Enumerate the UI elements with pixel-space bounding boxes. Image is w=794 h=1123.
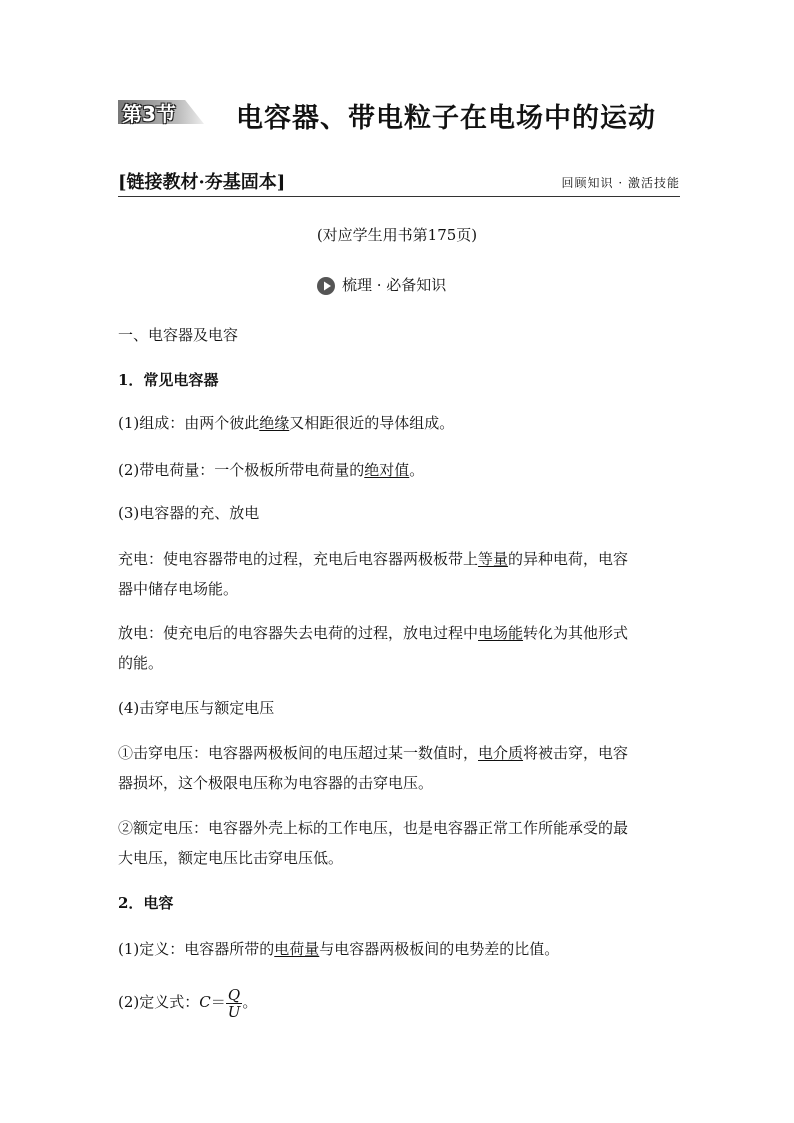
underlined-term: 绝对值 [364, 461, 410, 479]
section-header-left: [链接教材·夯基固本] [118, 172, 286, 193]
paragraph-discharging-line2: 的能。 [118, 654, 164, 672]
formula-fraction [226, 987, 243, 1020]
paragraph-charging [118, 549, 680, 569]
play-circle-icon [316, 276, 336, 296]
formula-variable-c: C [199, 993, 211, 1011]
formula-equals: ＝ [210, 993, 226, 1011]
text-run: (2)带电荷量：一个极板所带电荷量的 [118, 461, 365, 479]
text-run: 与电容器两极板间的电势差的比值。 [319, 940, 560, 958]
text-run: 转化为其他形式 [523, 624, 629, 642]
paragraph-charge-discharge: (3)电容器的充、放电 [118, 504, 260, 522]
paragraph-charging-line2: 器中储存电场能。 [118, 580, 239, 598]
underlined-term: 电场能 [478, 624, 524, 642]
heading-common-capacitor: 1．常见电容器 [118, 371, 219, 389]
underlined-term: 等量 [478, 550, 509, 568]
text-run: (1)定义：电容器所带的 [118, 940, 275, 958]
paragraph-breakdown [118, 743, 680, 763]
heading-capacitor: 一、电容器及电容 [118, 326, 239, 344]
section-badge-label: 第3节 [122, 102, 176, 126]
underlined-term: 绝缘 [259, 414, 290, 432]
text-run: (2)定义式： [118, 993, 200, 1011]
paragraph-rated-line2: 大电压，额定电压比击穿电压低。 [118, 849, 344, 867]
section-header-right: 回顾知识 · 激活技能 [561, 176, 680, 190]
text-run: (1)组成：由两个彼此 [118, 414, 260, 432]
fraction-denominator: U [227, 1002, 241, 1021]
text-run: 放电：使充电后的电容器失去电荷的过程，放电过程中 [118, 624, 479, 642]
text-run: 将被击穿，电容 [523, 744, 629, 762]
page-reference: (对应学生用书第175页) [316, 226, 478, 244]
page-title: 电容器、带电粒子在电场中的运动 [236, 103, 656, 134]
fraction-numerator: Q [226, 987, 243, 1004]
text-run: 。 [409, 461, 425, 479]
paragraph-composition [118, 413, 680, 433]
paragraph-charge [118, 460, 680, 480]
text-run: 又相距很近的导体组成。 [289, 414, 455, 432]
sort-label: 梳理 · 必备知识 [342, 276, 447, 294]
heading-capacitance: 2．电容 [118, 894, 174, 912]
text-run: 充电：使电容器带电的过程，充电后电容器两极板带上 [118, 550, 479, 568]
paragraph-formula [118, 984, 680, 1024]
paragraph-voltage-heading: (4)击穿电压与额定电压 [118, 699, 275, 717]
paragraph-discharging [118, 623, 680, 643]
text-run: ①击穿电压：电容器两极板间的电压超过某一数值时， [118, 744, 479, 762]
text-run: 的异种电荷，电容 [508, 550, 629, 568]
paragraph-rated: ②额定电压：电容器外壳上标的工作电压，也是电容器正常工作所能承受的最 [118, 819, 629, 837]
text-run: 。 [242, 993, 258, 1011]
section-header [118, 168, 680, 197]
sort-heading [316, 274, 446, 296]
underlined-term: 电介质 [478, 744, 524, 762]
section-badge [118, 98, 204, 128]
underlined-term: 电荷量 [274, 940, 320, 958]
paragraph-breakdown-line2: 器损坏，这个极限电压称为电容器的击穿电压。 [118, 774, 434, 792]
paragraph-definition [118, 939, 680, 959]
